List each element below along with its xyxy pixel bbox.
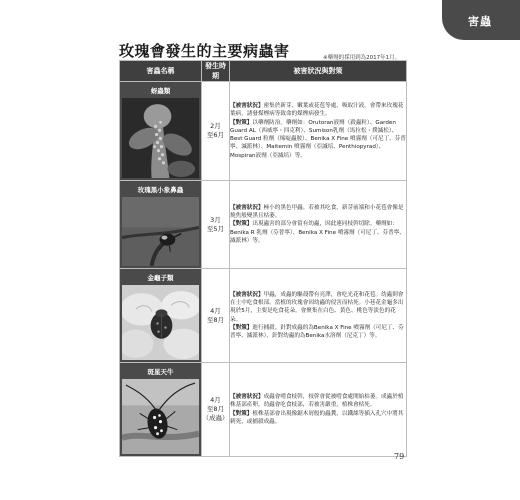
damage-text: 密集於新芽、嫩葉或花苞等處，吸取汁液。會帶來玫瑰花葉病，誘發煤煙病等致命的煤煙病發生。 (230, 103, 404, 118)
period-line: （成蟲） (202, 414, 229, 422)
period-line: 至8月 (206, 315, 225, 324)
pest-name: 斑星天牛 (147, 368, 174, 376)
damage-measures-cell (230, 82, 407, 181)
table-header-row (120, 61, 407, 82)
header-pest-name: 害蟲名稱 (120, 61, 202, 82)
pest-name: 玫瑰黑小象鼻蟲 (137, 186, 184, 194)
damage-measures-cell (230, 363, 407, 457)
damage-label: 【被害狀況】 (230, 291, 264, 298)
damage-text: 甲蟲，成蟲的驅殼帶有亮澤，會吃光花和花苞。幼蟲則會在土中吃食根部，當植的玫瑰會因幼蟲的侵害而枯死。小巷花金龜多出現於5月，主要是吃食花朵。會聚集在白色、黃色、桃色等淡色的花朵。 (230, 291, 404, 323)
pest-name-cell (120, 181, 202, 269)
damage-paragraph (230, 102, 406, 118)
period-cell (202, 269, 230, 363)
measure-paragraph (230, 410, 406, 426)
period-line: 至8月 (206, 405, 225, 413)
pest-name-cell (120, 269, 202, 363)
measure-label: 【對策】 (230, 324, 253, 331)
measure-text: 以藥劑防治。藥劑如：Orutoran液劑（殺蟲粒）、Garden Guard AL（西威寧・四克利）、Sumison乳劑（馬拉松・撲滅松）、Best Guard 粒劑（烯啶蟲胺）、Benika X Fine 噴霧劑（可尼丁、芬普寧、滅派林）、Maitemin 噴霧劑（亞滅培、Penthiopyrad）、Mospiran液劑（亞滅培）等。 (230, 119, 406, 159)
page-number: 79 (394, 452, 405, 461)
period-line: 4月 (210, 306, 221, 315)
period-cell (202, 82, 230, 181)
period-cell (202, 363, 230, 457)
period-line: 3月 (210, 215, 221, 224)
damage-paragraph (230, 204, 406, 220)
period-line: 2月 (210, 122, 221, 130)
damage-label: 【被害狀況】 (230, 103, 264, 110)
scarab-beetle-photo (122, 285, 199, 360)
damage-paragraph (230, 291, 406, 324)
damage-text: 極小的黑色甲蟲。若被其吃食，新芽前端和小花苞會像是燒焦般變黑且枯萎。 (230, 204, 404, 220)
measure-text: 植株基部會出現像鋸木屑般的蟲糞，以鐵絲等插入孔穴中將其刺死，或捕殺成蟲。 (230, 410, 404, 425)
damage-label: 【被害狀況】 (230, 394, 264, 401)
pest-name-cell (120, 82, 202, 181)
pest-name-cell (120, 363, 202, 457)
table-row (120, 269, 407, 363)
measure-paragraph (230, 324, 406, 340)
page-title: 玫瑰會發生的主要病蟲害 (119, 42, 290, 60)
header-damage-measures: 被害狀況與對策 (230, 61, 407, 82)
table-row (120, 181, 407, 269)
measure-label: 【對策】 (230, 410, 253, 417)
measure-paragraph (230, 119, 406, 160)
aphid-photo (122, 98, 199, 178)
longhorn-beetle-photo (122, 379, 199, 454)
pest-name: 金龜子類 (147, 274, 174, 282)
header-period: 發生時期 (202, 61, 230, 82)
damage-measures-cell (230, 181, 407, 269)
period-line: 至5月 (206, 224, 225, 233)
measure-label: 【對策】 (230, 119, 253, 126)
table-row (120, 82, 407, 181)
damage-text: 成蟲會啃食枝幹，枝幹會從被啃食處開始枯萎。成蟲於植株基部產卵，幼蟲會吃食枝部，若被害嚴重，植株會枯死。 (230, 394, 404, 409)
category-tab (442, 0, 520, 40)
period-line: 4月 (210, 396, 221, 404)
table-row (120, 363, 407, 457)
measure-label: 【對策】 (230, 221, 253, 228)
measure-paragraph (230, 220, 406, 245)
measure-text: 出現蟲害的部分會留有幼蟲，因此連同枝幹切除。藥劑如：Benika R 乳劑（芬普寧）、Benika X Fine 噴霧劑（可尼丁、芬普寧、滅派林）等。 (230, 221, 405, 244)
source-note: ※藥劑的採用到為2017年1月。 (323, 55, 401, 61)
weevil-photo (122, 197, 199, 266)
period-cell (202, 181, 230, 269)
category-tab-label: 害蟲 (468, 15, 492, 28)
damage-label: 【被害狀況】 (230, 204, 264, 211)
measure-text: 進行捕殺。針對成蟲的為Benika X Fine 噴霧劑（可尼丁、芬普寧、滅派林），針對幼蟲的為Benika水溶劑（尼克丁）等。 (230, 324, 404, 339)
damage-measures-cell (230, 269, 407, 363)
pest-name: 蚜蟲類 (150, 87, 171, 95)
damage-paragraph (230, 393, 406, 409)
pest-table (119, 60, 407, 457)
period-line: 至6月 (206, 131, 225, 139)
